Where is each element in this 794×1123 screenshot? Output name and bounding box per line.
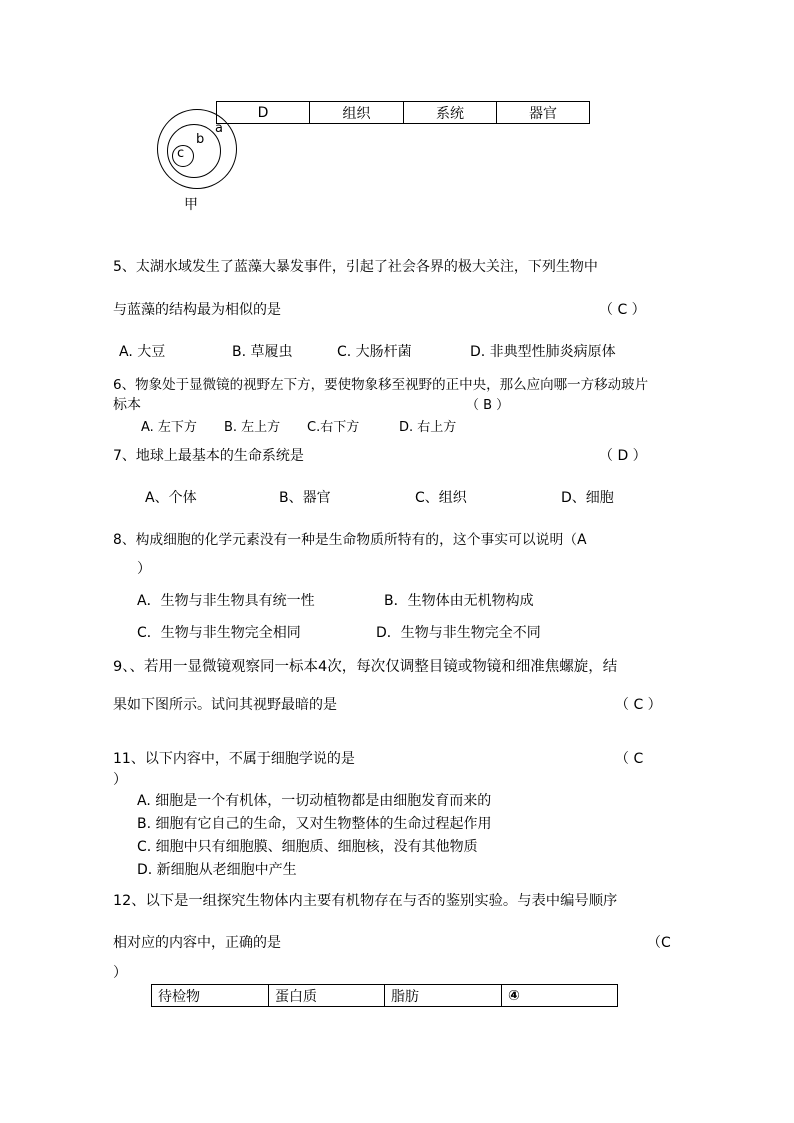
table-row <box>152 985 618 1007</box>
q12-table <box>151 984 618 1007</box>
q6-option-c: C.右下方 <box>307 420 360 435</box>
q11-option-d: D. 新细胞从老细胞中产生 <box>137 862 297 878</box>
q6-option-b: B. 左上方 <box>224 420 281 435</box>
label-c: c <box>177 146 185 161</box>
q11-line2: ） <box>113 772 127 788</box>
q11-option-a: A. 细胞是一个有机体，一切动植物都是由细胞发育而来的 <box>137 793 492 809</box>
q7-option-c: C、组织 <box>415 490 467 506</box>
q6-option-d: D. 右上方 <box>399 420 457 435</box>
top-table <box>216 101 590 124</box>
table-cell: D <box>217 102 310 124</box>
q9-line2: 果如下图所示。试问其视野最暗的是 <box>113 697 337 713</box>
q12-answer: （C <box>647 935 671 951</box>
table-cell: 待检物 <box>152 985 269 1007</box>
diagram-caption: 甲 <box>184 197 198 213</box>
q8-option-c: C．生物与非生物完全相同 <box>137 625 301 641</box>
table-cell: 蛋白质 <box>269 985 385 1007</box>
q5-option-d: D. 非典型性肺炎病原体 <box>470 344 616 360</box>
q12-line2: 相对应的内容中，正确的是 <box>113 935 281 951</box>
q8-line2: ） <box>137 561 151 577</box>
q11-line1: 11、以下内容中，不属于细胞学说的是 <box>113 751 355 767</box>
table-cell: 器官 <box>497 102 590 124</box>
q5-option-a: A. 大豆 <box>119 344 166 360</box>
q7-option-d: D、细胞 <box>561 490 614 506</box>
q12-line3: ） <box>113 965 127 981</box>
q12-line1: 12、以下是一组探究生物体内主要有机物存在与否的鉴别实验。与表中编号顺序 <box>113 893 618 909</box>
q5-line1: 5、太湖水域发生了蓝藻大暴发事件，引起了社会各界的极大关注，下列生物中 <box>113 259 598 275</box>
q6-option-a: A. 左下方 <box>141 420 197 435</box>
q5-answer: （ C ） <box>599 302 646 318</box>
q9-answer: （ C ） <box>615 697 662 713</box>
q5-option-b: B. 草履虫 <box>232 344 293 360</box>
q7-option-b: B、器官 <box>279 490 331 506</box>
q8-option-b: B．生物体由无机物构成 <box>384 593 534 609</box>
table-cell: 系统 <box>404 102 497 124</box>
table-row <box>217 102 590 124</box>
q8-option-a: A．生物与非生物具有统一性 <box>137 593 315 609</box>
q7-option-a: A、个体 <box>145 490 197 506</box>
q5-option-c: C. 大肠杆菌 <box>337 344 412 360</box>
table-cell: ④ <box>502 985 618 1007</box>
q8-line1: 8、构成细胞的化学元素没有一种是生命物质所特有的，这个事实可以说明（A <box>113 532 587 548</box>
q11-option-c: C. 细胞中只有细胞膜、细胞质、细胞核，没有其他物质 <box>137 839 478 855</box>
label-a: a <box>215 121 223 136</box>
table-cell: 脂肪 <box>385 985 502 1007</box>
q11-option-b: B. 细胞有它自己的生命，又对生物整体的生命过程起作用 <box>137 816 492 832</box>
table-cell: 组织 <box>310 102 404 124</box>
q8-option-d: D．生物与非生物完全不同 <box>376 625 541 641</box>
q6-line2: 标本 <box>113 397 141 413</box>
q6-answer: （ B ） <box>466 398 510 413</box>
q9-line1: 9、、若用一显微镜观察同一标本4次，每次仅调整目镜或物镜和细准焦螺旋，结 <box>113 659 618 675</box>
q6-line1: 6、物象处于显微镜的视野左下方，要使物象移至视野的正中央，那么应向哪一方移动玻片 <box>113 377 649 393</box>
q7-answer: （ D ） <box>599 448 647 464</box>
label-b: b <box>196 132 205 147</box>
q5-line2: 与蓝藻的结构最为相似的是 <box>113 302 281 318</box>
q11-answer: （ C <box>615 751 644 767</box>
q7-line1: 7、地球上最基本的生命系统是 <box>113 448 304 464</box>
